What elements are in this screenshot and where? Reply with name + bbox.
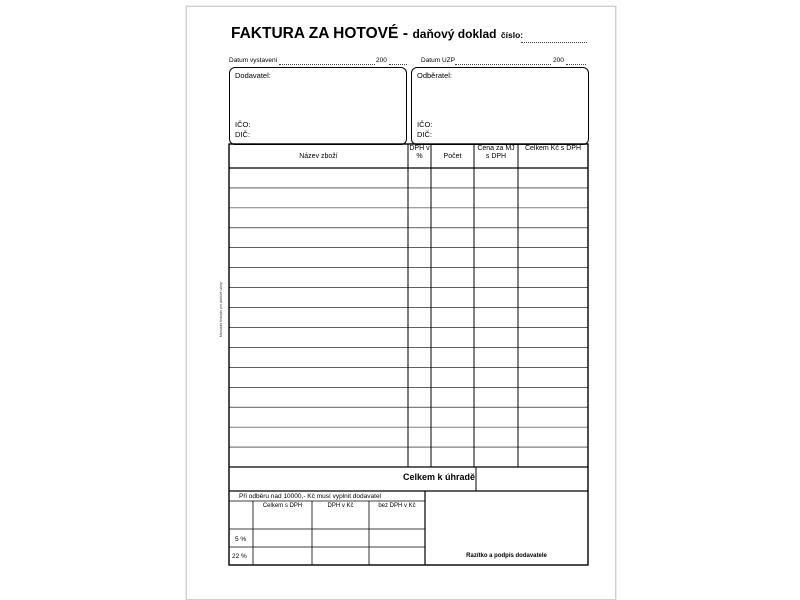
total-amount-field[interactable] <box>476 467 588 491</box>
item-cell-vat[interactable] <box>408 248 431 268</box>
item-cell-total[interactable] <box>518 387 588 407</box>
item-cell-unit-price[interactable] <box>474 288 518 308</box>
item-cell-total[interactable] <box>518 367 588 387</box>
item-cell-count[interactable] <box>431 347 474 367</box>
item-cell-count[interactable] <box>431 427 474 447</box>
vat-rate-5: 5 % <box>235 536 247 543</box>
title-main: FAKTURA ZA HOTOVÉ <box>231 25 399 42</box>
vat-col-vat: DPH v Kč <box>327 503 354 509</box>
item-cell-total[interactable] <box>518 407 588 427</box>
vat-cell-total-5[interactable] <box>253 529 312 547</box>
vat-rate-22: 22 % <box>232 553 247 560</box>
item-cell-count[interactable] <box>431 188 474 208</box>
item-cell-name[interactable] <box>229 248 408 268</box>
item-cell-count[interactable] <box>431 407 474 427</box>
item-cell-count[interactable] <box>431 268 474 288</box>
customer-label: Odběratel: <box>417 71 453 80</box>
item-cell-count[interactable] <box>431 288 474 308</box>
col-header-total: Celkem Kč s DPH <box>524 145 581 152</box>
item-cell-unit-price[interactable] <box>474 268 518 288</box>
item-cell-count[interactable] <box>431 327 474 347</box>
item-cell-unit-price[interactable] <box>474 447 518 467</box>
item-cell-name[interactable] <box>229 288 408 308</box>
item-cell-total[interactable] <box>518 248 588 268</box>
item-cell-vat[interactable] <box>408 347 431 367</box>
col-header-vat: DPH v % <box>409 145 430 160</box>
item-cell-total[interactable] <box>518 308 588 328</box>
item-cell-vat[interactable] <box>408 288 431 308</box>
vat-cell-total-22[interactable] <box>253 547 312 565</box>
item-cell-count[interactable] <box>431 228 474 248</box>
item-cell-unit-price[interactable] <box>474 188 518 208</box>
item-cell-total[interactable] <box>518 188 588 208</box>
total-label <box>229 472 475 482</box>
item-cell-total[interactable] <box>518 228 588 248</box>
item-cell-unit-price[interactable] <box>474 387 518 407</box>
item-cell-count[interactable] <box>431 447 474 467</box>
vat-cell-base-22[interactable] <box>369 547 425 565</box>
item-cell-count[interactable] <box>431 208 474 228</box>
item-cell-vat[interactable] <box>408 367 431 387</box>
item-cell-vat[interactable] <box>408 387 431 407</box>
item-cell-vat[interactable] <box>408 327 431 347</box>
vat-col-total: Celkem s DPH <box>262 503 303 509</box>
item-cell-name[interactable] <box>229 347 408 367</box>
item-cell-count[interactable] <box>431 168 474 188</box>
item-cell-name[interactable] <box>229 447 408 467</box>
item-cell-unit-price[interactable] <box>474 427 518 447</box>
item-cell-name[interactable] <box>229 268 408 288</box>
vat-col-base: bez DPH v Kč <box>378 503 416 509</box>
item-cell-name[interactable] <box>229 407 408 427</box>
item-cell-total[interactable] <box>518 327 588 347</box>
item-cell-total[interactable] <box>518 288 588 308</box>
vat-cell-vat-5[interactable] <box>312 529 369 547</box>
item-cell-name[interactable] <box>229 308 408 328</box>
item-cell-count[interactable] <box>431 308 474 328</box>
item-cell-vat[interactable] <box>408 188 431 208</box>
item-cell-total[interactable] <box>518 268 588 288</box>
item-cell-name[interactable] <box>229 208 408 228</box>
item-cell-vat[interactable] <box>408 228 431 248</box>
item-cell-unit-price[interactable] <box>474 407 518 427</box>
issue-date-year: 200 <box>376 57 387 64</box>
item-cell-vat[interactable] <box>408 427 431 447</box>
invoice-form-sheet <box>186 6 616 600</box>
item-cell-count[interactable] <box>431 367 474 387</box>
uzp-date-label: Datum UZP <box>421 57 455 64</box>
item-cell-vat[interactable] <box>408 268 431 288</box>
item-cell-count[interactable] <box>431 387 474 407</box>
vat-cell-vat-22[interactable] <box>312 547 369 565</box>
col-header-name: Název zboží <box>299 153 338 160</box>
vat-cell-base-5[interactable] <box>369 529 425 547</box>
customer-ico-label: IČO: <box>417 120 433 129</box>
item-cell-name[interactable] <box>229 427 408 447</box>
title-sub: daňový doklad <box>412 27 497 41</box>
stamp-label: Razítko a podpis dodavatele <box>466 553 547 559</box>
item-cell-unit-price[interactable] <box>474 228 518 248</box>
supplier-ico-label: IČO: <box>235 120 251 129</box>
item-cell-unit-price[interactable] <box>474 347 518 367</box>
item-cell-total[interactable] <box>518 208 588 228</box>
item-cell-unit-price[interactable] <box>474 168 518 188</box>
supplier-label: Dodavatel: <box>235 71 271 80</box>
item-cell-total[interactable] <box>518 168 588 188</box>
item-cell-name[interactable] <box>229 387 408 407</box>
vat-note: Při odběru nad 10000,- Kč musí vyplnit dodavatel <box>239 493 382 500</box>
title-cislo: číslo: <box>500 30 524 40</box>
item-cell-unit-price[interactable] <box>474 208 518 228</box>
uzp-date-year: 200 <box>553 57 564 64</box>
item-cell-name[interactable] <box>229 188 408 208</box>
item-cell-unit-price[interactable] <box>474 308 518 328</box>
supplier-dic-label: DIČ: <box>235 130 250 139</box>
item-cell-total[interactable] <box>518 447 588 467</box>
item-cell-unit-price[interactable] <box>474 367 518 387</box>
item-cell-vat[interactable] <box>408 168 431 188</box>
item-cell-name[interactable] <box>229 327 408 347</box>
item-cell-unit-price[interactable] <box>474 327 518 347</box>
customer-dic-label: DIČ: <box>417 130 432 139</box>
item-cell-vat[interactable] <box>408 407 431 427</box>
item-cell-total[interactable] <box>518 427 588 447</box>
total-label-text: Celkem k úhradě <box>402 472 475 482</box>
col-header-unit-price: Cena za MJ s DPH <box>477 145 515 160</box>
title-dash: - <box>402 25 408 42</box>
side-print: Manuální tiskopis pro daňové účely <box>219 282 223 337</box>
item-cell-count[interactable] <box>431 248 474 268</box>
item-cell-vat[interactable] <box>408 208 431 228</box>
issue-date-label: Datum vystavení <box>229 57 278 64</box>
item-cell-name[interactable] <box>229 168 408 188</box>
item-cell-unit-price[interactable] <box>474 248 518 268</box>
item-cell-name[interactable] <box>229 228 408 248</box>
col-header-count: Počet <box>443 153 462 160</box>
item-cell-vat[interactable] <box>408 447 431 467</box>
item-cell-name[interactable] <box>229 367 408 387</box>
item-cell-vat[interactable] <box>408 308 431 328</box>
item-cell-total[interactable] <box>518 347 588 367</box>
